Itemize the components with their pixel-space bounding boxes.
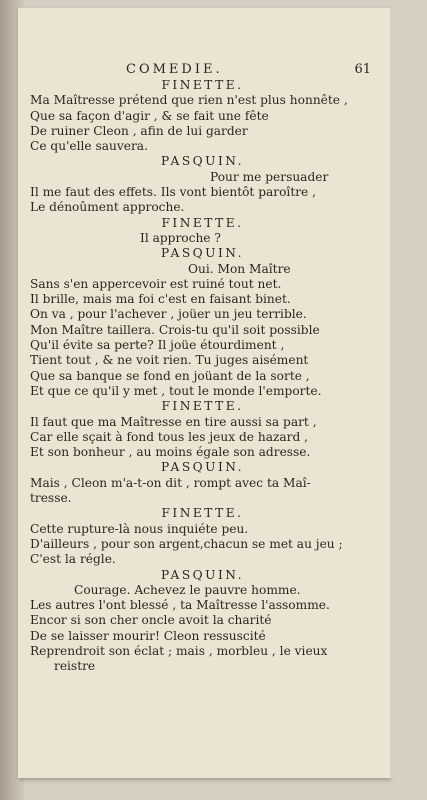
verse-line: Et que ce qu'il y met , tout le monde l'emporte. [30, 383, 322, 398]
speaker-name: PASQUIN. [160, 154, 245, 169]
verse-line: Les autres l'ont blessé , ta Maîtresse l'assomme. [30, 598, 330, 613]
verse-line: tresse. [30, 491, 72, 506]
verse-line: Et son bonheur , au moins égale son adresse. [30, 445, 311, 460]
verse-line: De ruiner Cleon , afin de lui garder [30, 123, 248, 138]
speaker-name: FINETTE. [161, 215, 244, 230]
running-head: COMEDIE. [126, 62, 223, 77]
verse-line: Que sa façon d'agir , & se fait une fête [30, 108, 269, 123]
verse-line: Oui. Mon Maître [188, 261, 291, 276]
play-text [30, 78, 375, 675]
verse-line: Mais , Cleon m'a-t-on dit , rompt avec ta Maî- [30, 475, 311, 490]
verse-line: Ce qu'elle sauvera. [30, 139, 148, 154]
page-edge [390, 8, 427, 778]
verse-line: On va , pour l'achever , joüer un jeu terrible. [30, 307, 307, 322]
speaker-name: FINETTE. [161, 506, 244, 521]
verse-line: Tient tout , & ne voit rien. Tu juges aisément [30, 353, 309, 368]
speaker-name: PASQUIN. [160, 567, 245, 582]
speaker-name: PASQUIN. [160, 460, 245, 475]
verse-line: Il approche ? [140, 230, 221, 245]
speaker-name: FINETTE. [161, 399, 244, 414]
verse-line: Pour me persuader [210, 169, 329, 184]
verse-line: Mon Maître taillera. Crois-tu qu'il soit possible [30, 322, 320, 337]
verse-line: Ma Maîtresse prétend que rien n'est plus honnête , [30, 93, 348, 108]
page-header [30, 62, 375, 78]
verse-line: Cette rupture-là nous inquiéte peu. [30, 521, 249, 536]
verse-line: Le dénoûment approche. [30, 200, 185, 215]
verse-line: Que sa banque se fond en joüant de la sorte , [30, 368, 310, 383]
verse-line: Reprendroit son éclat ; mais , morbleu , le vieux [30, 643, 328, 658]
page-number: 61 [354, 62, 371, 77]
verse-line: Qu'il évite sa perte? Il joüe étourdiment , [30, 338, 285, 353]
verse-line: Il brille, mais ma foi c'est en faisant binet. [30, 292, 291, 307]
verse-line: Il faut que ma Maîtresse en tire aussi sa part , [30, 414, 317, 429]
speaker-name: PASQUIN. [160, 246, 245, 261]
verse-line: Car elle sçait à fond tous les jeux de hazard , [30, 429, 309, 444]
verse-line: Sans s'en appercevoir est ruiné tout net. [30, 276, 282, 291]
verse-line: Courage. Achevez le pauvre homme. [74, 582, 301, 597]
verse-line: reistre [54, 659, 96, 674]
verse-line: De se laisser mourir! Cleon ressuscité [30, 628, 266, 643]
verse-line: D'ailleurs , pour son argent,chacun se met au jeu ; [30, 536, 343, 551]
verse-line: Il me faut des effets. Ils vont bientôt paroître , [30, 185, 317, 200]
verse-line: C'est la régle. [30, 552, 116, 567]
verse-line: Encor si son cher oncle avoit la charité [30, 613, 272, 628]
speaker-name: FINETTE. [161, 78, 244, 92]
